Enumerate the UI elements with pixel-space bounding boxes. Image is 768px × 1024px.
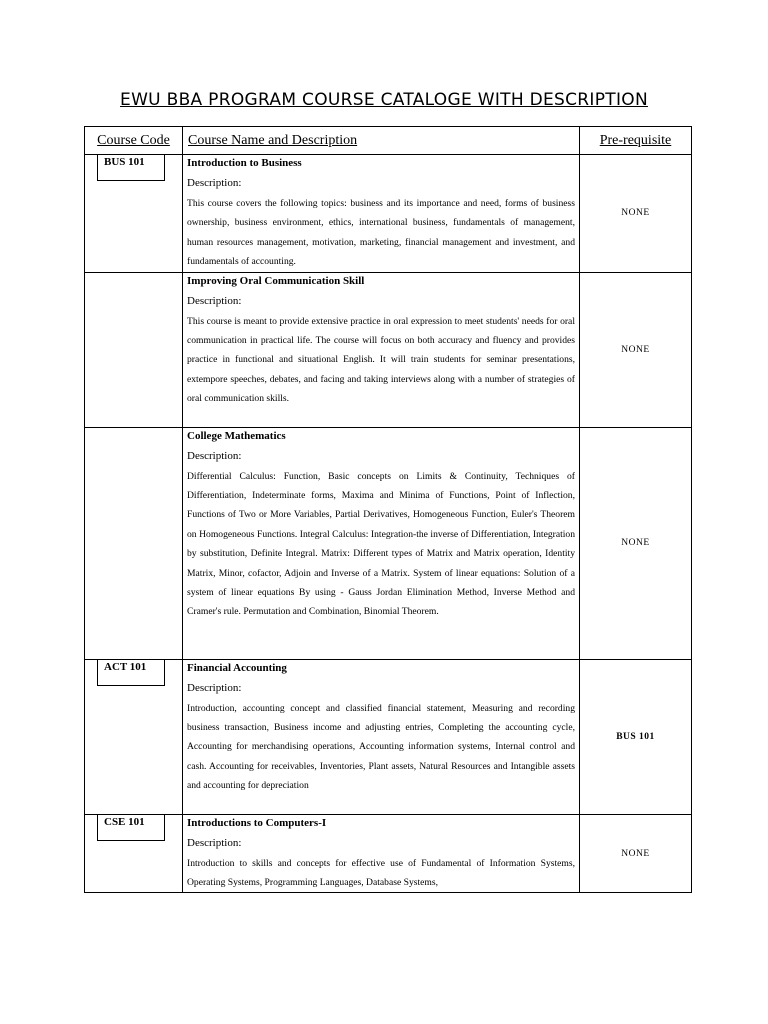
- course-code-cell: [85, 659, 183, 814]
- course-name: Financial Accounting: [187, 661, 287, 674]
- course-description: This course is meant to provide extensive practice in oral expression to meet students' needs for oral communication in practical life. The course will focus on both accuracy and fluency and provides practice in functional and situational English. It will train students for seminar presentations, extempore speeches, debates, and facing and taking interviews along with a number of strategies of oral communication skills.: [187, 315, 575, 405]
- prerequisite: NONE: [580, 155, 692, 273]
- course-description: Introduction, accounting concept and classified financial statement, Measuring and recording business transaction, Business income and adjusting entries, Completing the accounting cycle, Accounting for merchandising operations, Accounting information systems, Internal control and cash. Accounting for receivables, Inventories, Plant assets, Natural Resources and Intangible assets and accounting for depreciation: [187, 702, 575, 792]
- course-description-cell: [183, 427, 580, 659]
- course-code: BUS 101: [97, 155, 165, 181]
- description-label: Description:: [187, 294, 242, 307]
- course-name: College Mathematics: [187, 429, 286, 442]
- course-name: Improving Oral Communication Skill: [187, 274, 365, 287]
- course-description-cell: [183, 659, 580, 814]
- description-label: Description:: [187, 177, 242, 189]
- table-header-row: [85, 127, 692, 155]
- course-description-cell: [183, 814, 580, 893]
- description-label: Description:: [187, 836, 242, 849]
- prerequisite: NONE: [580, 814, 692, 893]
- prerequisite: BUS 101: [580, 659, 692, 814]
- course-description: Differential Calculus: Function, Basic concepts on Limits & Continuity, Techniques of Differentiation, Indeterminate forms, Maxima and Minima of Functions, Point of Inflection, Functions of Two or More Variables, Partial Derivatives, Homogeneous Function, Euler's Theorem on Homogeneous Functions. Integral Calculus: Integration-the inverse of Differentiation, Integration by substitution, Definite Integral. Matrix: Different types of Matrix and Matrix operation, Identity Matrix, Minor, cofactor, Adjoin and Inverse of a Matrix. System of linear equations: Solution of a system of linear equations By using - Gauss Jordan Elimination Method, Inverse Method and Cramer's rule. Permutation and Combination, Binomial Theorem.: [187, 470, 575, 618]
- table-row: [85, 272, 692, 427]
- document-title: EWU BBA PROGRAM COURSE CATALOGE WITH DESCRIPTION: [120, 90, 648, 110]
- table-row: [85, 659, 692, 814]
- table-row: [85, 814, 692, 893]
- prerequisite: NONE: [580, 427, 692, 659]
- course-name: Introductions to Computers-I: [187, 816, 327, 829]
- course-description-cell: [183, 272, 580, 427]
- course-name: Introduction to Business: [187, 157, 302, 169]
- header-course-name: Course Name and Description: [183, 127, 580, 155]
- course-description: Introduction to skills and concepts for effective use of Fundamental of Information Systems, Operating Systems, Programming Languages, Database Systems,: [187, 857, 575, 889]
- course-code: CSE 101: [97, 815, 165, 841]
- course-description-cell: [183, 155, 580, 273]
- table-row: [85, 155, 692, 273]
- description-label: Description:: [187, 681, 242, 694]
- description-label: Description:: [187, 449, 242, 462]
- header-prerequisite: Pre-requisite: [580, 127, 692, 155]
- course-catalog-table: [84, 126, 692, 893]
- table-row: [85, 427, 692, 659]
- course-code: ACT 101: [97, 660, 165, 686]
- course-code-cell: [85, 272, 183, 427]
- course-description: This course covers the following topics: business and its importance and need, forms of business ownership, business environment, ethics, international business, fundamentals of management, human resources management, motivation, marketing, financial management and investment, and fundamentals of accounting.: [187, 198, 575, 268]
- course-code-cell: [85, 155, 183, 273]
- course-code-cell: [85, 814, 183, 893]
- prerequisite: NONE: [580, 272, 692, 427]
- course-code-cell: [85, 427, 183, 659]
- header-course-code: Course Code: [85, 127, 183, 155]
